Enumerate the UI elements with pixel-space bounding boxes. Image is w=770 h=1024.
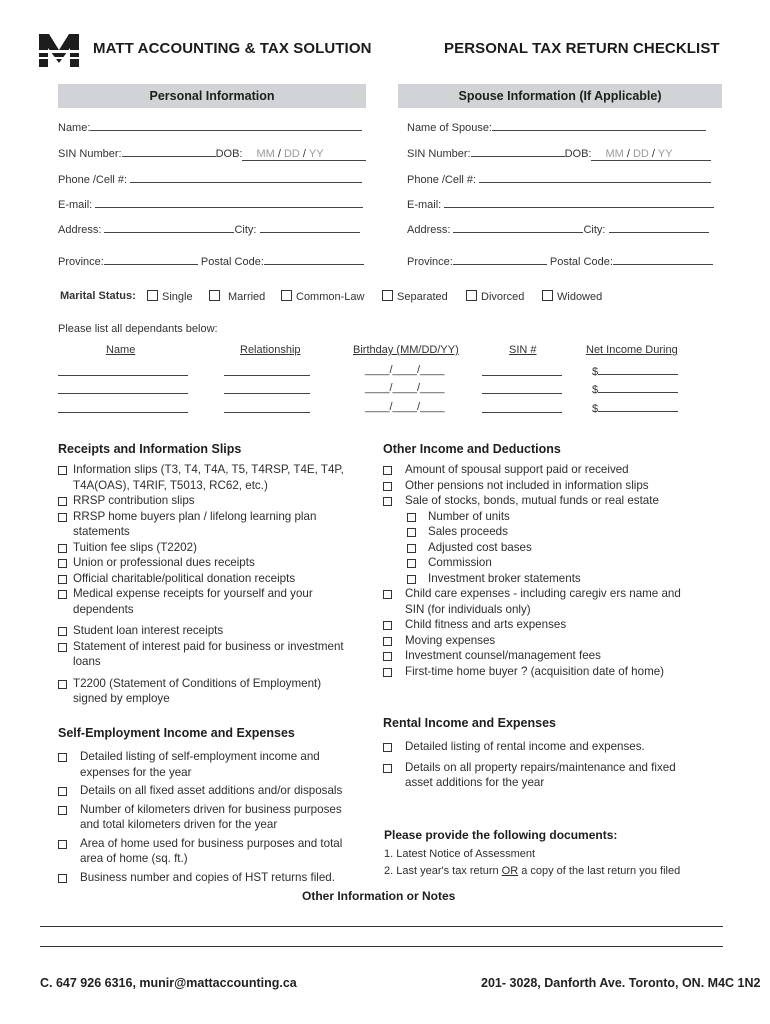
receipts-title: Receipts and Information Slips [58, 442, 242, 456]
document-title: PERSONAL TAX RETURN CHECKLIST [444, 40, 720, 57]
checklist-subitem-text: Commission [428, 556, 492, 569]
notes-title: Other Information or Notes [302, 889, 456, 903]
marital-option-separated[interactable] [382, 290, 448, 303]
checkbox-icon[interactable] [383, 482, 392, 491]
checklist-item-text: Tuition fee slips (T2202) [73, 540, 197, 554]
spouse-dob-dd-placeholder: DD [632, 148, 649, 160]
spouse-email-field[interactable] [407, 197, 714, 211]
document-item-2-text: 2. Last year's tax return [384, 865, 502, 877]
sin-label: SIN Number: [58, 148, 122, 160]
checklist-item[interactable] [58, 870, 368, 886]
checklist-subitem[interactable] [383, 571, 723, 587]
spouse-province-postal-field[interactable] [407, 254, 713, 268]
checklist-item[interactable] [383, 739, 723, 755]
option-label: Separated [397, 291, 448, 303]
spouse-sin-dob-field[interactable]: SIN Number: DOB: MM / DD / YY [407, 146, 711, 161]
checklist-item-text: Sale of stocks, bonds, mutual funds or real estate [405, 494, 659, 507]
notes-line-1[interactable] [40, 926, 723, 927]
option-label: Married [228, 291, 266, 303]
spouse-name-label: Name of Spouse: [407, 122, 492, 134]
checklist-item[interactable] [58, 749, 368, 780]
birthday-blank[interactable]: ____/____/____ [365, 382, 445, 394]
phone-label: Phone /Cell #: [58, 174, 128, 186]
checklist-item-text: Detailed listing of rental income and expenses. [405, 740, 645, 753]
marital-option-widowed[interactable] [542, 290, 602, 303]
checklist-item[interactable] [58, 623, 368, 639]
spouse-email-label: E-mail: [407, 199, 442, 211]
document-item-1: 1. Latest Notice of Assessment [384, 848, 536, 860]
option-label: Single [162, 291, 193, 303]
marital-status-label: Marital Status: [60, 290, 136, 302]
income-field[interactable] [592, 401, 678, 415]
checklist-item-text: SIN (for individuals only) [405, 602, 531, 616]
checklist-item-text: Child care expenses - including caregiv ers name and [405, 587, 681, 600]
income-field[interactable] [592, 382, 678, 396]
checklist-item-text: Details on all property repairs/maintenance and fixed [405, 760, 676, 774]
checkbox-icon [542, 290, 553, 301]
checkbox-icon[interactable] [383, 668, 392, 677]
checklist-item[interactable] [383, 617, 723, 633]
checklist-item[interactable] [58, 509, 368, 540]
address-label: Address: [58, 224, 102, 236]
marital-option-common-law[interactable] [281, 290, 364, 303]
checkbox-icon[interactable] [58, 840, 67, 849]
checkbox-icon[interactable] [58, 559, 67, 568]
checklist-item[interactable] [58, 836, 368, 867]
checklist-item-text: First-time home buyer ? (acquisition date of home) [405, 664, 665, 678]
marital-option-married[interactable] [209, 290, 265, 303]
checklist-item[interactable] [383, 760, 723, 791]
checklist-item[interactable] [58, 802, 368, 833]
checklist-item-text: Area of home used for business purposes and total [80, 836, 343, 850]
checkbox-icon [382, 290, 393, 301]
checklist-item-text: Union or professional dues receipts [73, 556, 255, 569]
checklist-item-text: area of home (sq. ft.) [80, 852, 188, 865]
checklist-subitem-text: Adjusted cost bases [428, 540, 532, 554]
checklist-item-text: RRSP home buyers plan / lifelong learning plan [73, 509, 317, 523]
checkbox-icon [281, 290, 292, 301]
checkbox-icon[interactable] [58, 513, 67, 522]
spouse-province-label: Province: [407, 256, 453, 268]
document-item-2-rest: a copy of the last return you filed [518, 865, 681, 877]
checklist-item[interactable] [383, 493, 723, 509]
birthday-blank[interactable]: ____/____/____ [365, 401, 445, 413]
checkbox-icon[interactable] [58, 787, 67, 796]
dob-yy-placeholder: YY [308, 148, 324, 160]
self-employment-list [58, 749, 368, 888]
spouse-phone-field[interactable] [407, 172, 711, 186]
checkbox-icon[interactable] [407, 528, 416, 537]
checkbox-icon[interactable] [407, 559, 416, 568]
city-label: City: [234, 224, 257, 236]
checklist-item-text: Investment counsel/management fees [405, 649, 601, 662]
checklist-item[interactable] [383, 633, 723, 649]
checklist-item-text: Student loan interest receipts [73, 624, 224, 637]
checkbox-icon[interactable] [407, 513, 416, 522]
checklist-item-text: Details on all fixed asset additions and/or disposals [80, 784, 343, 797]
checkbox-icon[interactable] [58, 466, 67, 475]
dependants-intro: Please list all dependants below: [58, 323, 218, 335]
checklist-item-text: T4A(OAS), T4RIF, T5013, RC62, etc.) [73, 478, 268, 492]
birthday-blank[interactable]: ____/____/____ [365, 364, 445, 376]
checklist-item-text: signed by employe [73, 692, 170, 705]
checklist-item[interactable] [383, 648, 723, 664]
dollar-sign: $ [592, 403, 599, 415]
personal-info-band: Personal Information [58, 84, 366, 108]
dependants-header-sin: SIN # [509, 344, 537, 356]
email-field[interactable] [58, 197, 363, 211]
checkbox-icon[interactable] [58, 575, 67, 584]
spouse-dob-mm-placeholder: MM [605, 148, 624, 160]
spouse-phone-label: Phone /Cell #: [407, 174, 477, 186]
checkbox-icon[interactable] [407, 575, 416, 584]
checklist-item-text: Child fitness and arts expenses [405, 618, 567, 631]
checklist-item-text: Business number and copies of HST returns filed. [80, 870, 335, 884]
postal-label: Postal Code: [200, 256, 264, 268]
checklist-item[interactable] [58, 493, 368, 509]
dob-dd-placeholder: DD [283, 148, 300, 160]
checkbox-icon[interactable] [383, 764, 392, 773]
checklist-item-text: Detailed listing of self-employment income and [80, 750, 320, 763]
name-field[interactable] [58, 120, 362, 134]
dependants-header-name: Name [106, 344, 136, 356]
other-income-title: Other Income and Deductions [383, 442, 561, 456]
checkbox-icon[interactable] [383, 652, 392, 661]
checkbox-icon [466, 290, 477, 301]
spouse-address-field[interactable] [407, 222, 709, 236]
sin-dob-field[interactable]: SIN Number: DOB: MM / DD / YY [58, 146, 366, 161]
documents-title: Please provide the following documents: [384, 828, 618, 842]
checklist-item-text: loans [73, 655, 101, 668]
marital-option-single[interactable] [147, 290, 193, 303]
checklist-item-text: Moving expenses [405, 633, 496, 647]
checkbox-icon[interactable] [383, 621, 392, 630]
checkbox-icon[interactable] [58, 627, 67, 636]
dollar-sign: $ [592, 384, 599, 396]
option-label: Common-Law [296, 291, 365, 303]
checklist-item[interactable] [383, 462, 723, 478]
checkbox-icon[interactable] [58, 753, 67, 762]
name-label: Name: [58, 122, 91, 134]
spouse-dob-label: DOB: [564, 148, 592, 160]
spouse-info-band: Spouse Information (If Applicable) [398, 84, 722, 108]
checklist-item-text: Other pensions not included in information slips [405, 478, 649, 492]
checkbox-icon[interactable] [383, 743, 392, 752]
company-logo [36, 30, 82, 70]
checklist-item-text: expenses for the year [80, 765, 192, 779]
document-item-2-or: OR [501, 865, 519, 877]
marital-option-divorced[interactable] [466, 290, 524, 303]
checklist-subitem[interactable] [383, 509, 723, 525]
checkbox-icon[interactable] [58, 680, 67, 689]
spouse-address-label: Address: [407, 224, 451, 236]
receipts-list [58, 462, 368, 707]
spouse-sin-label: SIN Number: [407, 148, 471, 160]
checklist-item-text: RRSP contribution slips [73, 494, 195, 507]
rental-title: Rental Income and Expenses [383, 716, 556, 730]
checkbox-icon[interactable] [58, 590, 67, 599]
spouse-postal-label: Postal Code: [549, 256, 613, 268]
checkbox-icon[interactable] [58, 806, 67, 815]
phone-field[interactable] [58, 172, 362, 186]
checkbox-icon [147, 290, 158, 301]
dob-label: DOB: [215, 148, 243, 160]
spouse-dob-yy-placeholder: YY [657, 148, 673, 160]
checkbox-icon[interactable] [383, 590, 392, 599]
dependants-header-relationship: Relationship [240, 344, 301, 356]
checklist-item-text: Information slips (T3, T4, T4A, T5, T4RSP, T4E, T4P, [73, 463, 344, 476]
checklist-item[interactable] [58, 586, 368, 617]
checklist-item-text: dependents [73, 602, 134, 616]
checklist-item-text: Amount of spousal support paid or received [405, 463, 629, 476]
checkbox-icon[interactable] [58, 643, 67, 652]
dollar-sign: $ [592, 366, 599, 378]
checklist-item-text: statements [73, 525, 130, 538]
email-label: E-mail: [58, 199, 93, 211]
checklist-item-text: Medical expense receipts for yourself and your [73, 587, 313, 600]
option-label: Divorced [481, 291, 525, 303]
notes-line-2[interactable] [40, 946, 723, 947]
dob-mm-placeholder: MM [256, 148, 275, 160]
checklist-subitem[interactable] [383, 524, 723, 540]
checklist-item[interactable] [58, 555, 368, 571]
checklist-item[interactable] [383, 664, 723, 680]
checklist-subitem[interactable] [383, 540, 723, 556]
checklist-subitem-text: Number of units [428, 509, 510, 523]
checklist-item-text: Statement of interest paid for business or investment [73, 639, 344, 653]
checkbox-icon[interactable] [58, 874, 67, 883]
checklist-item[interactable] [58, 571, 368, 587]
self-employment-title: Self-Employment Income and Expenses [58, 726, 295, 740]
document-item-2 [384, 864, 680, 880]
checklist-item[interactable] [58, 639, 368, 670]
address-field[interactable] [58, 222, 360, 236]
spouse-name-field[interactable] [407, 120, 706, 134]
footer-address: 201- 3028, Danforth Ave. Toronto, ON. M4C 1N2 [481, 976, 761, 990]
checkbox-icon[interactable] [383, 497, 392, 506]
checklist-item[interactable] [58, 462, 368, 493]
option-label: Widowed [557, 291, 603, 303]
checklist-item-text: and total kilometers driven for the year [80, 818, 278, 831]
checkbox-icon[interactable] [383, 637, 392, 646]
checklist-subitem-text: Investment broker statements [428, 571, 581, 585]
checkbox-icon[interactable] [407, 544, 416, 553]
checklist-item[interactable] [58, 676, 368, 707]
income-field[interactable] [592, 364, 678, 378]
footer-contact: C. 647 926 6316, munir@mattaccounting.ca [40, 976, 297, 990]
dependants-header-income: Net Income During [586, 344, 678, 356]
checklist-subitem[interactable] [383, 555, 723, 571]
other-income-list [383, 462, 723, 679]
checkbox-icon[interactable] [58, 544, 67, 553]
province-label: Province: [58, 256, 104, 268]
checkbox-icon[interactable] [383, 466, 392, 475]
spouse-city-label: City: [583, 224, 606, 236]
company-name: MATT ACCOUNTING & TAX SOLUTION [93, 40, 372, 57]
checkbox-icon [209, 290, 220, 301]
province-postal-field[interactable] [58, 254, 364, 268]
dependants-header-birthday: Birthday (MM/DD/YY) [353, 344, 459, 356]
checklist-item-text: Number of kilometers driven for business purposes [80, 802, 342, 816]
checklist-item[interactable] [58, 540, 368, 556]
checklist-item[interactable] [383, 586, 723, 617]
checkbox-icon[interactable] [58, 497, 67, 506]
checklist-subitem-text: Sales proceeds [428, 525, 508, 538]
checklist-item-text: Official charitable/political donation receipts [73, 571, 296, 585]
checklist-item[interactable] [383, 478, 723, 494]
checklist-item[interactable] [58, 783, 368, 799]
rental-list [383, 739, 723, 796]
checklist-item-text: asset additions for the year [405, 776, 545, 789]
checklist-item-text: T2200 (Statement of Conditions of Employment) [73, 676, 322, 690]
